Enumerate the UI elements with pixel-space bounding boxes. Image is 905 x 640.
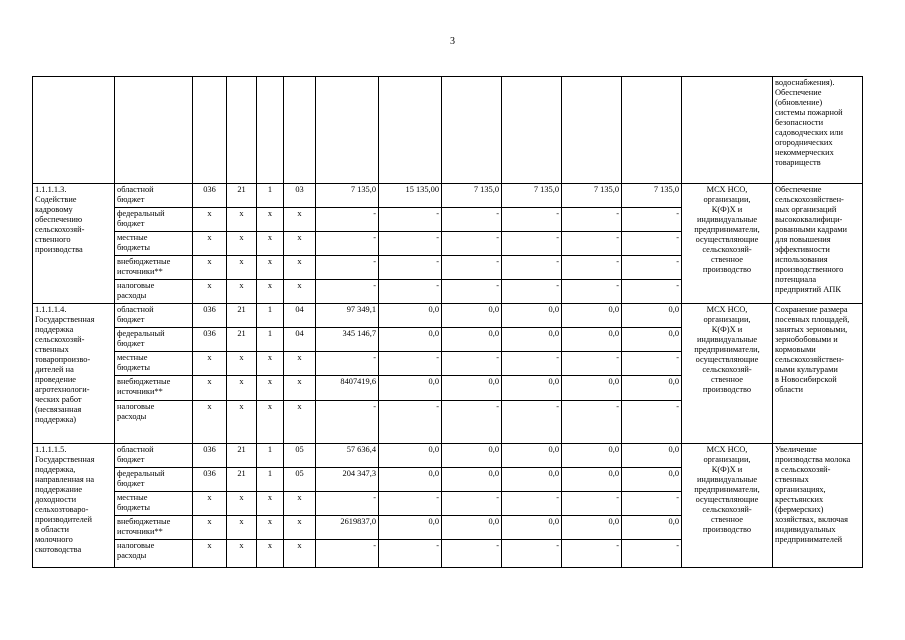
amount-cell: 0,0: [442, 468, 502, 492]
amount-cell: -: [622, 352, 682, 376]
amount-cell: -: [316, 540, 379, 568]
purpose-cell: Увеличение производства молока в сельскохозяй- ственных организациях, крестьянских (фермерских) хозяйствах, включая индивидуальных предпринимателей: [773, 444, 863, 568]
amount-cell: 0,0: [502, 516, 562, 540]
subsection-code-cell: 1: [257, 304, 284, 328]
amount-cell: -: [316, 280, 379, 304]
amount-cell: 0,0: [379, 376, 442, 401]
section-code-cell: х: [227, 232, 257, 256]
cell-empty: [562, 77, 622, 184]
cell-empty: [502, 77, 562, 184]
subsection-code-cell: х: [257, 516, 284, 540]
target-item-code-cell: х: [284, 376, 316, 401]
grbs-code-cell: 036: [193, 468, 227, 492]
amount-cell: -: [622, 401, 682, 444]
amount-cell: -: [442, 208, 502, 232]
amount-cell: 0,0: [622, 304, 682, 328]
funding-source-cell: внебюджетные источники**: [115, 256, 193, 280]
cell-empty: [33, 77, 115, 184]
amount-cell: 7 135,0: [442, 184, 502, 208]
program-table: [32, 76, 863, 568]
amount-cell: 0,0: [562, 376, 622, 401]
amount-cell: 97 349,1: [316, 304, 379, 328]
amount-cell: -: [562, 256, 622, 280]
amount-cell: -: [622, 492, 682, 516]
subsection-code-cell: х: [257, 208, 284, 232]
amount-cell: 0,0: [379, 304, 442, 328]
funding-source-cell: налоговые расходы: [115, 540, 193, 568]
subsection-code-cell: х: [257, 492, 284, 516]
grbs-code-cell: х: [193, 232, 227, 256]
funding-source-cell: внебюджетные источники**: [115, 516, 193, 540]
funding-source-cell: местные бюджеты: [115, 492, 193, 516]
amount-cell: 57 636,4: [316, 444, 379, 468]
section-code-cell: х: [227, 208, 257, 232]
cell-empty: [442, 77, 502, 184]
amount-cell: 7 135,0: [502, 184, 562, 208]
cell-empty: [257, 77, 284, 184]
amount-cell: -: [316, 208, 379, 232]
amount-cell: -: [502, 256, 562, 280]
amount-cell: -: [502, 232, 562, 256]
amount-cell: -: [442, 256, 502, 280]
amount-cell: 0,0: [562, 328, 622, 352]
amount-cell: -: [442, 492, 502, 516]
amount-cell: -: [562, 540, 622, 568]
subsection-code-cell: х: [257, 401, 284, 444]
cell-empty: [193, 77, 227, 184]
target-item-code-cell: х: [284, 516, 316, 540]
measure-name-cell: 1.1.1.1.3. Содействие кадровому обеспечению сельскохозяй- ственного производства: [33, 184, 115, 304]
amount-cell: -: [442, 352, 502, 376]
funding-source-cell: местные бюджеты: [115, 352, 193, 376]
amount-cell: -: [502, 280, 562, 304]
amount-cell: 0,0: [562, 444, 622, 468]
funding-source-cell: внебюджетные источники**: [115, 376, 193, 401]
amount-cell: 0,0: [502, 444, 562, 468]
cell-empty: [622, 77, 682, 184]
amount-cell: -: [502, 540, 562, 568]
cell-empty: [316, 77, 379, 184]
amount-cell: 7 135,0: [622, 184, 682, 208]
grbs-code-cell: х: [193, 376, 227, 401]
amount-cell: 0,0: [379, 444, 442, 468]
section-code-cell: х: [227, 492, 257, 516]
cell-empty: [227, 77, 257, 184]
amount-cell: 0,0: [502, 304, 562, 328]
target-item-code-cell: 05: [284, 468, 316, 492]
subsection-code-cell: х: [257, 540, 284, 568]
amount-cell: -: [316, 352, 379, 376]
amount-cell: -: [502, 352, 562, 376]
amount-cell: 0,0: [442, 304, 502, 328]
amount-cell: 7 135,0: [562, 184, 622, 208]
subsection-code-cell: х: [257, 232, 284, 256]
amount-cell: 0,0: [502, 328, 562, 352]
amount-cell: -: [442, 540, 502, 568]
amount-cell: -: [502, 401, 562, 444]
amount-cell: -: [562, 208, 622, 232]
amount-cell: 345 146,7: [316, 328, 379, 352]
grbs-code-cell: х: [193, 516, 227, 540]
amount-cell: -: [622, 208, 682, 232]
amount-cell: -: [316, 492, 379, 516]
subsection-code-cell: 1: [257, 328, 284, 352]
amount-cell: 15 135,00: [379, 184, 442, 208]
section-code-cell: х: [227, 256, 257, 280]
amount-cell: 0,0: [622, 468, 682, 492]
target-item-code-cell: 03: [284, 184, 316, 208]
target-item-code-cell: 05: [284, 444, 316, 468]
funding-source-cell: областной бюджет: [115, 184, 193, 208]
amount-cell: 0,0: [442, 444, 502, 468]
continuation-row: [33, 77, 863, 184]
amount-cell: 2619837,0: [316, 516, 379, 540]
page-number: 3: [450, 36, 455, 47]
amount-cell: -: [562, 280, 622, 304]
amount-cell: 0,0: [562, 304, 622, 328]
amount-cell: 0,0: [622, 376, 682, 401]
purpose-cell: Сохранение размера посевных площадей, занятых зерновыми, зернобобовыми и кормовыми сельскохозяйствен- ными культурами в Новосибирской области: [773, 304, 863, 444]
subsection-code-cell: х: [257, 352, 284, 376]
target-item-code-cell: х: [284, 401, 316, 444]
amount-cell: 204 347,3: [316, 468, 379, 492]
section-code-cell: х: [227, 540, 257, 568]
purpose-cell: водоснабжения). Обеспечение (обновление) системы пожарной безопасности садоводческих или огороднических некоммерческих товариществ: [773, 77, 863, 184]
target-item-code-cell: х: [284, 232, 316, 256]
subsection-code-cell: 1: [257, 184, 284, 208]
amount-cell: 0,0: [622, 328, 682, 352]
cell-empty: [682, 77, 773, 184]
amount-cell: -: [316, 232, 379, 256]
amount-cell: 0,0: [379, 328, 442, 352]
target-item-code-cell: 04: [284, 304, 316, 328]
subsection-code-cell: х: [257, 280, 284, 304]
grbs-code-cell: х: [193, 352, 227, 376]
grbs-code-cell: х: [193, 208, 227, 232]
amount-cell: -: [316, 256, 379, 280]
target-item-code-cell: х: [284, 208, 316, 232]
section-code-cell: х: [227, 352, 257, 376]
section-code-cell: 21: [227, 444, 257, 468]
amount-cell: -: [316, 401, 379, 444]
amount-cell: -: [562, 352, 622, 376]
amount-cell: -: [442, 280, 502, 304]
target-item-code-cell: х: [284, 256, 316, 280]
section-code-cell: 21: [227, 328, 257, 352]
executor-cell: МСХ НСО, организации, К(Ф)Х и индивидуальные предприниматели, осуществляющие сельскохозяй- ственное производство: [682, 184, 773, 304]
measure-name-cell: 1.1.1.1.4. Государственная поддержка сельскохозяй- ственных товаропроизво- дителей на проведение агротехнологи- ческих работ (несвязанная поддержка): [33, 304, 115, 444]
target-item-code-cell: х: [284, 280, 316, 304]
amount-cell: -: [379, 352, 442, 376]
subsection-code-cell: х: [257, 256, 284, 280]
funding-source-cell: областной бюджет: [115, 304, 193, 328]
cell-empty: [379, 77, 442, 184]
grbs-code-cell: 036: [193, 184, 227, 208]
funding-source-cell: налоговые расходы: [115, 401, 193, 444]
section-code-cell: х: [227, 401, 257, 444]
grbs-code-cell: 036: [193, 444, 227, 468]
amount-cell: -: [562, 232, 622, 256]
purpose-cell: Обеспечение сельскохозяйствен- ных организаций высококвалифици- рованными кадрами для повышения эффективности использования производственного потенциала предприятий АПК: [773, 184, 863, 304]
funding-source-cell: налоговые расходы: [115, 280, 193, 304]
amount-cell: 0,0: [622, 444, 682, 468]
amount-cell: -: [622, 256, 682, 280]
funding-row: [33, 444, 863, 468]
grbs-code-cell: х: [193, 492, 227, 516]
amount-cell: 8407419,6: [316, 376, 379, 401]
grbs-code-cell: х: [193, 256, 227, 280]
amount-cell: -: [379, 492, 442, 516]
table-body: [33, 77, 863, 568]
amount-cell: -: [379, 280, 442, 304]
amount-cell: -: [562, 401, 622, 444]
funding-source-cell: федеральный бюджет: [115, 328, 193, 352]
amount-cell: -: [622, 280, 682, 304]
subsection-code-cell: 1: [257, 444, 284, 468]
amount-cell: -: [379, 540, 442, 568]
executor-cell: МСХ НСО, организации, К(Ф)Х и индивидуальные предприниматели, осуществляющие сельскохозяй- ственное производство: [682, 444, 773, 568]
grbs-code-cell: 036: [193, 304, 227, 328]
subsection-code-cell: 1: [257, 468, 284, 492]
amount-cell: -: [562, 492, 622, 516]
grbs-code-cell: 036: [193, 328, 227, 352]
amount-cell: -: [502, 492, 562, 516]
amount-cell: 0,0: [379, 516, 442, 540]
section-code-cell: х: [227, 280, 257, 304]
section-code-cell: х: [227, 516, 257, 540]
amount-cell: 0,0: [442, 516, 502, 540]
cell-empty: [284, 77, 316, 184]
target-item-code-cell: х: [284, 492, 316, 516]
cell-empty: [115, 77, 193, 184]
amount-cell: 0,0: [442, 376, 502, 401]
amount-cell: -: [379, 401, 442, 444]
section-code-cell: х: [227, 376, 257, 401]
amount-cell: -: [379, 232, 442, 256]
funding-source-cell: местные бюджеты: [115, 232, 193, 256]
amount-cell: 0,0: [379, 468, 442, 492]
amount-cell: 0,0: [502, 468, 562, 492]
funding-source-cell: федеральный бюджет: [115, 208, 193, 232]
amount-cell: -: [622, 232, 682, 256]
section-code-cell: 21: [227, 184, 257, 208]
section-code-cell: 21: [227, 468, 257, 492]
funding-source-cell: областной бюджет: [115, 444, 193, 468]
funding-row: [33, 304, 863, 328]
grbs-code-cell: х: [193, 280, 227, 304]
amount-cell: -: [622, 540, 682, 568]
section-code-cell: 21: [227, 304, 257, 328]
amount-cell: 0,0: [442, 328, 502, 352]
subsection-code-cell: х: [257, 376, 284, 401]
amount-cell: -: [442, 401, 502, 444]
amount-cell: -: [442, 232, 502, 256]
executor-cell: МСХ НСО, организации, К(Ф)Х и индивидуальные предприниматели, осуществляющие сельскохозяй- ственное производство: [682, 304, 773, 444]
target-item-code-cell: х: [284, 540, 316, 568]
funding-row: [33, 184, 863, 208]
amount-cell: -: [379, 208, 442, 232]
amount-cell: 0,0: [562, 516, 622, 540]
amount-cell: 7 135,0: [316, 184, 379, 208]
measure-name-cell: 1.1.1.1.5. Государственная поддержка, направленная на поддержание доходности сельхозтоваро- производителей в области молочного скотоводства: [33, 444, 115, 568]
funding-source-cell: федеральный бюджет: [115, 468, 193, 492]
amount-cell: 0,0: [502, 376, 562, 401]
amount-cell: -: [379, 256, 442, 280]
target-item-code-cell: 04: [284, 328, 316, 352]
grbs-code-cell: х: [193, 401, 227, 444]
amount-cell: 0,0: [562, 468, 622, 492]
amount-cell: 0,0: [622, 516, 682, 540]
target-item-code-cell: х: [284, 352, 316, 376]
grbs-code-cell: х: [193, 540, 227, 568]
amount-cell: -: [502, 208, 562, 232]
